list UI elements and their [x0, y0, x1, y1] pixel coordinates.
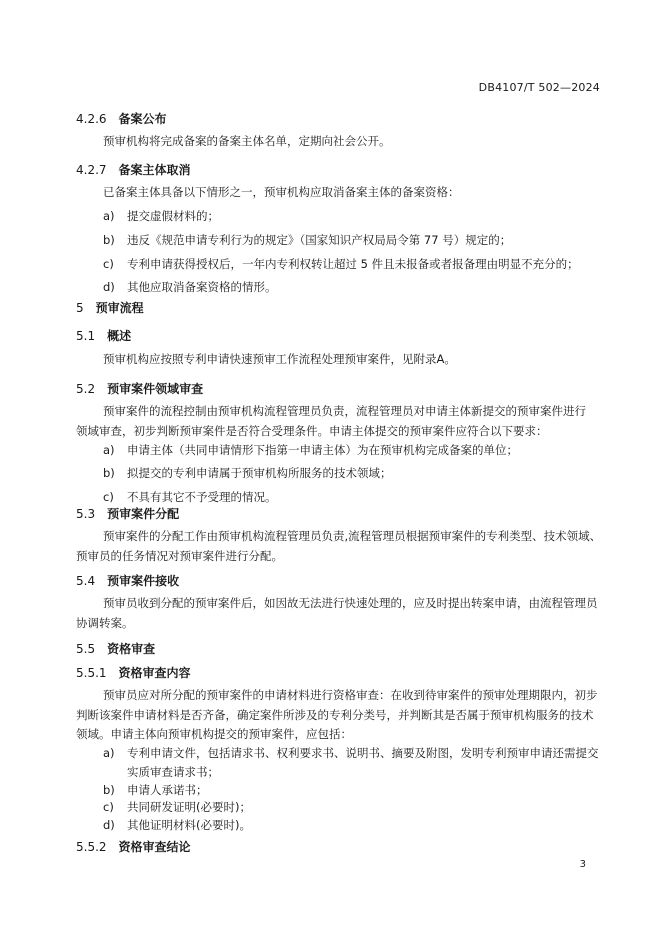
list-item	[103, 745, 599, 761]
list-marker: d)	[103, 280, 115, 294]
paragraph-line: 预审员收到分配的预审案件后，如因故无法进行快速处理的，应及时提出转案申请，由流程管理员	[103, 596, 598, 610]
list-text: 其他证明材料(必要时)。	[127, 818, 251, 832]
paragraph-line: 预审员的任务情况对预审案件进行分配。	[76, 549, 283, 563]
list-marker: a)	[103, 443, 115, 457]
section-number: 5.2	[76, 382, 96, 396]
document-code: DB4107/T 502—2024	[478, 81, 600, 94]
list-marker: c)	[103, 257, 114, 271]
section-title: 资格审查内容	[118, 666, 191, 680]
section-title: 预审案件接收	[107, 574, 180, 588]
paragraph: 已备案主体具备以下情形之一，预审机构应取消备案主体的备案资格：	[103, 185, 460, 199]
section-number: 5.4	[76, 574, 96, 588]
section-heading-5	[76, 299, 144, 316]
section-number: 5.3	[76, 507, 96, 521]
list-item	[103, 279, 277, 295]
list-text: 其他应取消备案资格的情形。	[127, 280, 277, 294]
list-item	[103, 817, 251, 833]
paragraph-line: 领域。申请主体向预审机构提交的预审案件，应包括：	[76, 727, 352, 741]
list-marker: a)	[103, 746, 115, 760]
section-heading-4-2-7	[76, 161, 191, 178]
list-marker: b)	[103, 233, 115, 247]
section-number: 5.1	[76, 329, 96, 343]
list-text: 申请主体（共同申请情形下指第一申请主体）为在预审机构完成备案的单位；	[127, 443, 518, 457]
paragraph-line: 协调转案。	[76, 616, 134, 630]
list-marker: a)	[103, 209, 115, 223]
section-heading-5-2	[76, 380, 203, 397]
list-item	[103, 465, 392, 481]
section-number: 5.5	[76, 642, 96, 656]
section-heading-5-5-1	[76, 664, 191, 681]
list-marker: c)	[103, 490, 114, 504]
section-title: 预审流程	[95, 301, 144, 315]
section-title: 预审案件领域审查	[107, 382, 204, 396]
list-text: 共同研发证明(必要时)；	[127, 800, 251, 814]
list-text: 违反《规范申请专利行为的规定》（国家知识产权局局令第 77 号）规定的；	[127, 233, 512, 247]
list-item	[103, 442, 518, 458]
list-item	[103, 489, 277, 505]
section-number: 5.5.2	[76, 840, 107, 854]
section-heading-5-5	[76, 640, 155, 657]
list-text: 专利申请获得授权后，一年内专利权转让超过 5 件且未报备或者报备理由明显不充分的；	[127, 257, 579, 271]
section-title: 预审案件分配	[107, 507, 180, 521]
list-item	[103, 256, 579, 272]
section-title: 概述	[107, 329, 132, 343]
list-item-continuation: 实质审查请求书；	[127, 765, 219, 779]
list-text: 拟提交的专利申请属于预审机构所服务的技术领域；	[127, 466, 392, 480]
section-heading-5-1	[76, 327, 131, 344]
section-title: 备案公布	[118, 112, 167, 126]
list-item	[103, 782, 208, 798]
section-title: 资格审查结论	[118, 840, 191, 854]
section-heading-5-4	[76, 572, 179, 589]
list-text: 申请人承诺书；	[127, 783, 208, 797]
section-number: 5.5.1	[76, 666, 107, 680]
list-text: 提交虚假材料的；	[127, 209, 219, 223]
section-heading-5-5-2	[76, 838, 191, 855]
list-item	[103, 232, 511, 248]
section-number: 5	[76, 301, 84, 315]
paragraph-line: 领域审查，初步判断预审案件是否符合受理条件。申请主体提交的预审案件应符合以下要求：	[76, 424, 548, 438]
list-item	[103, 799, 251, 815]
paragraph-line: 预审员应对所分配的预审案件的申请材料进行资格审查：在收到待审案件的预审处理期限内，初步	[103, 688, 598, 702]
paragraph: 预审机构应按照专利申请快速预审工作流程处理预审案件，见附录A。	[103, 352, 456, 366]
list-item	[103, 208, 219, 224]
list-marker: c)	[103, 800, 114, 814]
section-number: 4.2.7	[76, 163, 107, 177]
paragraph-line: 预审案件的分配工作由预审机构流程管理员负责,流程管理员根据预审案件的专利类型、技术领域、	[103, 529, 602, 543]
page-number: 3	[579, 859, 586, 870]
list-text: 不具有其它不予受理的情况。	[127, 490, 277, 504]
paragraph-line: 预审案件的流程控制由预审机构流程管理员负责，流程管理员对申请主体新提交的预审案件进行	[103, 404, 586, 418]
section-number: 4.2.6	[76, 112, 107, 126]
paragraph-line: 判断该案件申请材料是否齐备，确定案件所涉及的专利分类号，并判断其是否属于预审机构服务的技术	[76, 708, 594, 722]
list-text: 专利申请文件，包括请求书、权利要求书、说明书、摘要及附图，发明专利预审申请还需提交	[127, 746, 599, 760]
section-heading-5-3	[76, 505, 179, 522]
section-heading-4-2-6	[76, 110, 167, 127]
list-marker: d)	[103, 818, 115, 832]
section-title: 资格审查	[107, 642, 156, 656]
list-marker: b)	[103, 466, 115, 480]
section-title: 备案主体取消	[118, 163, 191, 177]
paragraph: 预审机构将完成备案的备案主体名单，定期向社会公开。	[103, 134, 391, 148]
list-marker: b)	[103, 783, 115, 797]
